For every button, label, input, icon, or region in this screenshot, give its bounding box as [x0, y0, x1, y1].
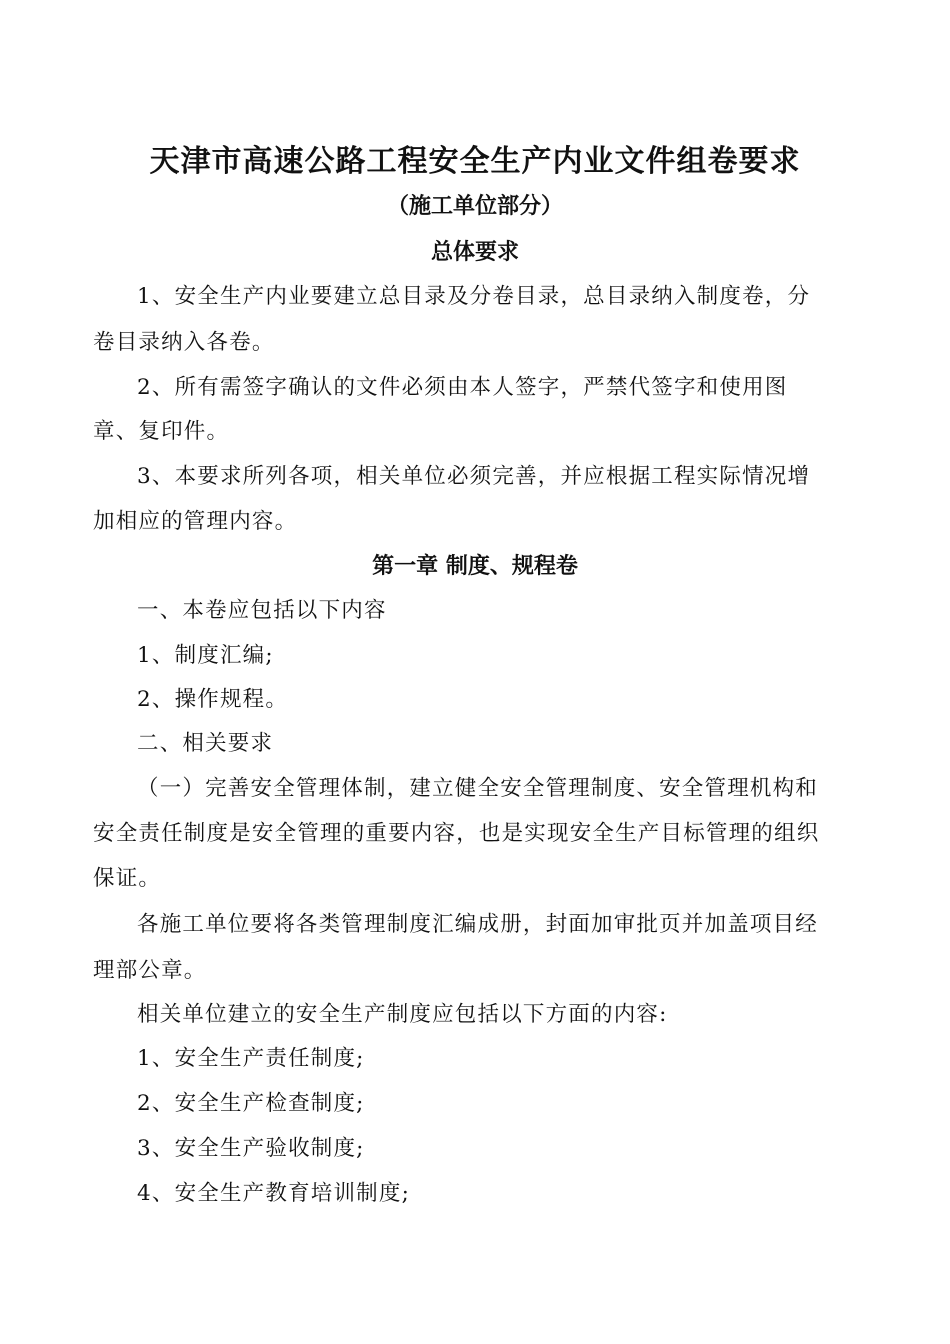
general-req-2-line1: 2、所有需签字确认的文件必须由本人签字，严禁代签字和使用图	[137, 375, 788, 400]
chapter-1-heading: 第一章 制度、规程卷	[372, 553, 578, 579]
general-req-2-line2: 章、复印件。	[93, 419, 230, 444]
general-req-1-line2: 卷目录纳入各卷。	[93, 330, 275, 355]
section-1-item-2: 2、操作规程。	[137, 687, 289, 712]
general-requirements-heading: 总体要求	[430, 239, 519, 265]
subsection-1-line3: 保证。	[93, 866, 162, 891]
section-1-item-1: 1、制度汇编;	[137, 643, 274, 668]
subsection-1-line2: 安全责任制度是安全管理的重要内容，也是实现安全生产目标管理的组织	[93, 821, 820, 846]
system-item-3: 3、安全生产验收制度;	[137, 1136, 365, 1161]
general-req-1-line1: 1、安全生产内业要建立总目录及分卷目录，总目录纳入制度卷，分	[137, 284, 811, 309]
document-title: 天津市高速公路工程安全生产内业文件组卷要求	[149, 144, 801, 179]
general-req-3-line2: 加相应的管理内容。	[93, 509, 298, 534]
subsection-1-line1: （一）完善安全管理体制，建立健全安全管理制度、安全管理机构和	[137, 776, 819, 801]
section-2-title: 二、相关要求	[137, 731, 274, 756]
paragraph-2-line2: 理部公章。	[93, 958, 207, 983]
section-1-title: 一、本卷应包括以下内容	[137, 598, 387, 623]
general-req-3-line1: 3、本要求所列各项，相关单位必须完善，并应根据工程实际情况增	[137, 464, 811, 489]
paragraph-2-line1: 各施工单位要将各类管理制度汇编成册，封面加审批页并加盖项目经	[137, 912, 819, 937]
system-item-2: 2、安全生产检查制度;	[137, 1091, 365, 1116]
system-item-4: 4、安全生产教育培训制度;	[137, 1181, 411, 1206]
paragraph-3-line1: 相关单位建立的安全生产制度应包括以下方面的内容:	[137, 1002, 668, 1027]
document-subtitle: （施工单位部分）	[386, 193, 563, 219]
system-item-1: 1、安全生产责任制度;	[137, 1046, 365, 1071]
